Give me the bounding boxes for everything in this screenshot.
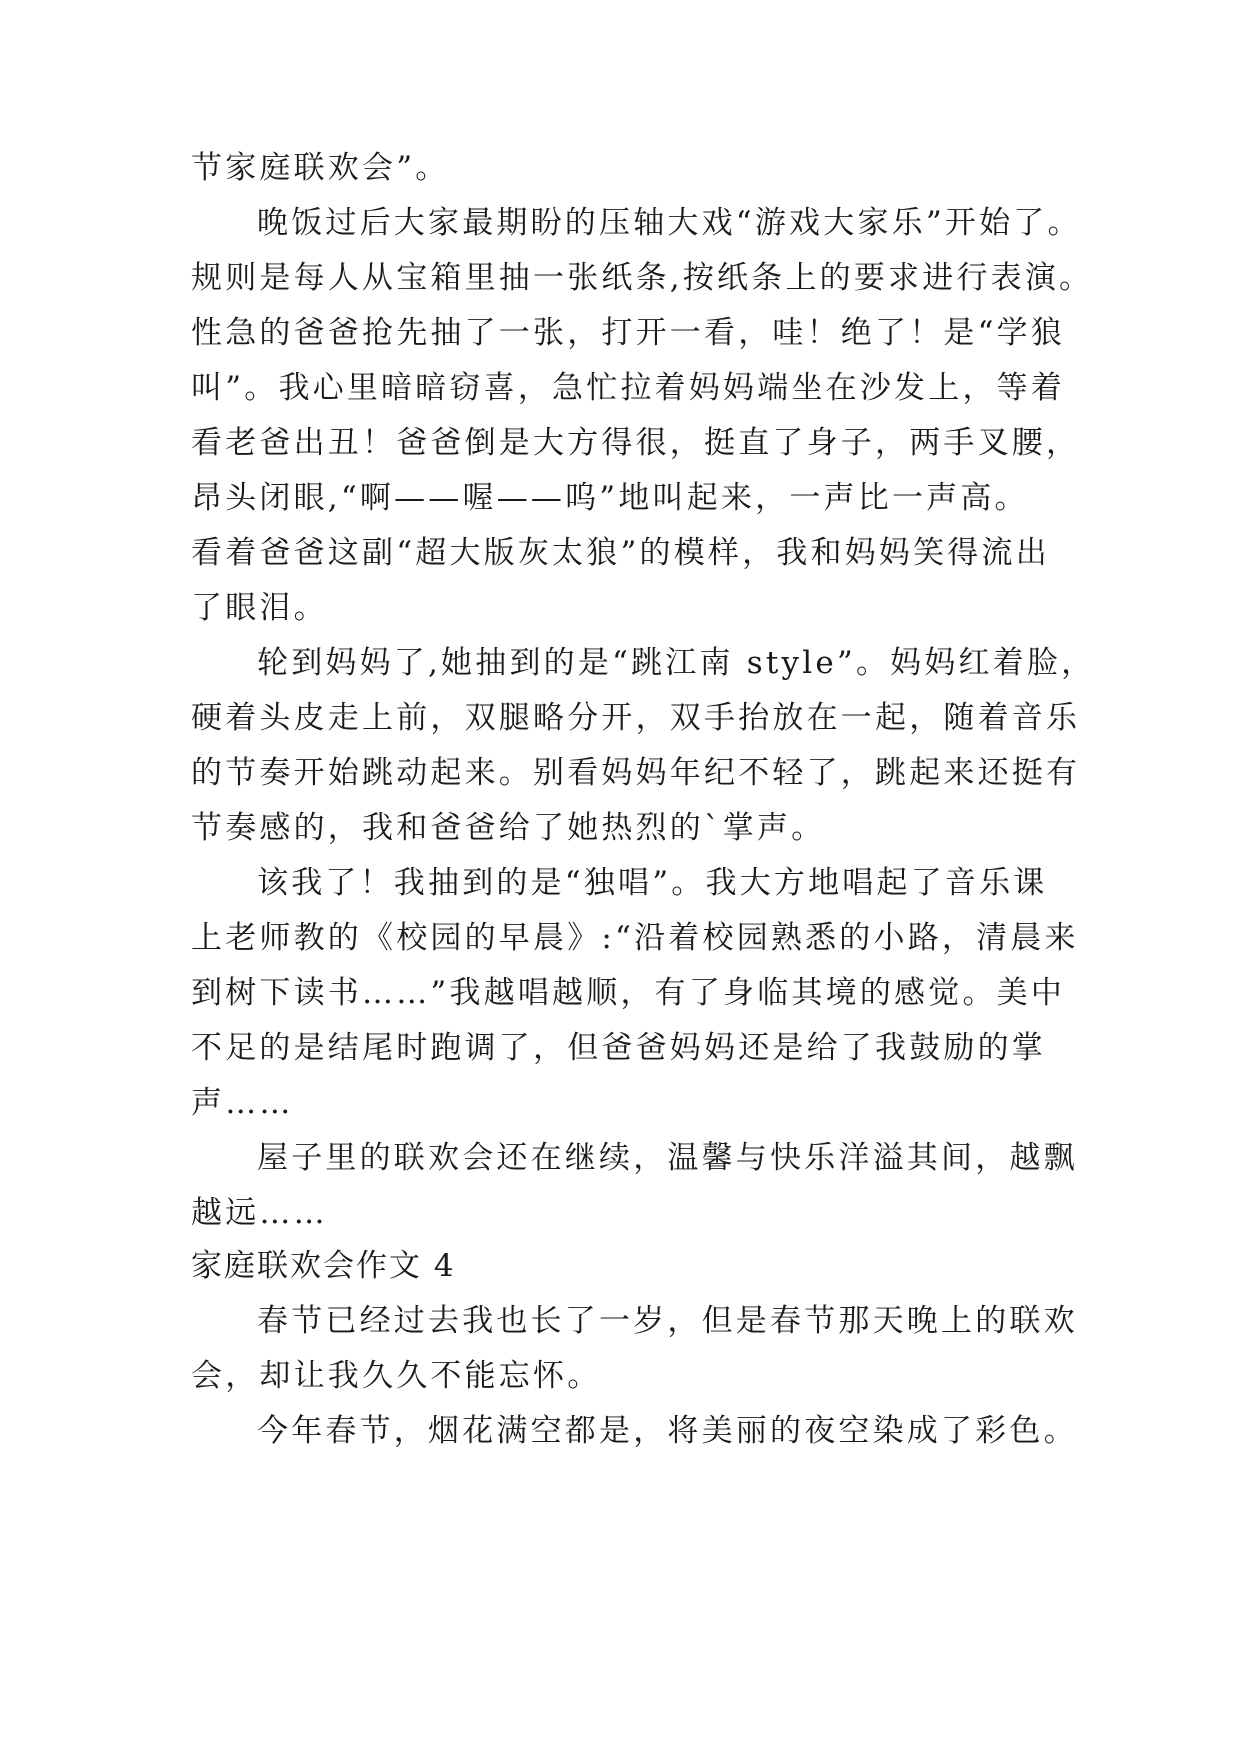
text-line: 不足的是结尾时跑调了，但爸爸妈妈还是给了我鼓励的掌 bbox=[191, 1030, 1046, 1066]
text-line: 晚饭过后大家最期盼的压轴大戏“游戏大家乐”开始了。 bbox=[257, 205, 1082, 241]
text-line: 屋子里的联欢会还在继续，温馨与快乐洋溢其间，越飘 bbox=[257, 1140, 1078, 1176]
text-line: 昂头闭眼,“啊——喔——呜”地叫起来，一声比一声高。 bbox=[191, 480, 1029, 516]
text-line: 上老师教的《校园的早晨》:“沿着校园熟悉的小路，清晨来 bbox=[191, 920, 1079, 956]
text-line: 规则是每人从宝箱里抽一张纸条,按纸条上的要求进行表演。 bbox=[191, 260, 1094, 296]
text-line: 越远…… bbox=[191, 1195, 328, 1231]
text-line: 今年春节，烟花满空都是，将美丽的夜空染成了彩色。 bbox=[257, 1413, 1078, 1449]
text-line: 叫”。我心里暗暗窃喜，急忙拉着妈妈端坐在沙发上，等着 bbox=[191, 370, 1066, 406]
text-line: 节奏感的，我和爸爸给了她热烈的`掌声。 bbox=[191, 810, 826, 846]
text-line: 看老爸出丑！爸爸倒是大方得很，挺直了身子，两手叉腰， bbox=[191, 425, 1081, 461]
text-line: 声…… bbox=[191, 1085, 294, 1121]
text-line: 性急的爸爸抢先抽了一张，打开一看，哇！绝了！是“学狼 bbox=[191, 315, 1066, 351]
text-line: 节家庭联欢会”。 bbox=[191, 150, 450, 186]
text-line: 到树下读书……”我越唱越顺，有了身临其境的感觉。美中 bbox=[191, 975, 1066, 1011]
text-line: 硬着头皮走上前，双腿略分开，双手抬放在一起，随着音乐 bbox=[191, 700, 1081, 736]
text-line: 春节已经过去我也长了一岁，但是春节那天晚上的联欢 bbox=[257, 1303, 1078, 1339]
section-heading: 家庭联欢会作文 4 bbox=[191, 1248, 456, 1284]
text-line: 的节奏开始跳动起来。别看妈妈年纪不轻了，跳起来还挺有 bbox=[191, 755, 1081, 791]
text-line: 该我了！我抽到的是“独唱”。我大方地唱起了音乐课 bbox=[257, 865, 1048, 901]
text-line: 看着爸爸这副“超大版灰太狼”的模样，我和妈妈笑得流出 bbox=[191, 535, 1050, 571]
text-line: 轮到妈妈了,她抽到的是“跳江南 style”。妈妈红着脸， bbox=[257, 645, 1096, 681]
text-line: 会，却让我久久不能忘怀。 bbox=[191, 1358, 602, 1394]
text-line: 了眼泪。 bbox=[191, 590, 328, 626]
